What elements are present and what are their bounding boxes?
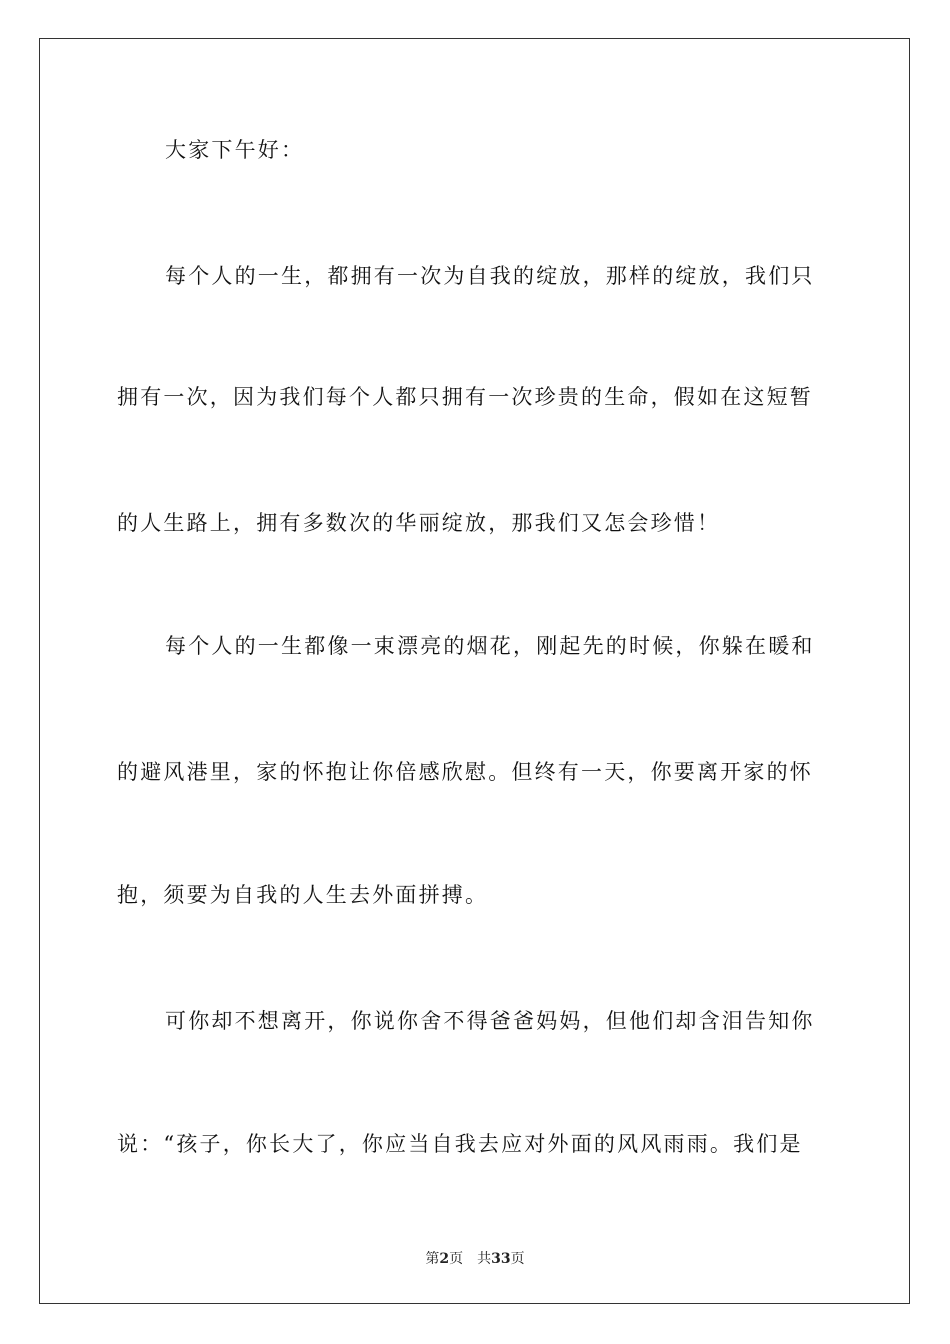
page-footer	[0, 1248, 950, 1268]
greeting-line: 大家下午好：	[165, 138, 305, 162]
paragraph-3-line-2: 说：“孩子，你长大了，你应当自我去应对外面的风风雨雨。我们是	[117, 1132, 803, 1156]
page-prefix: 第	[425, 1251, 440, 1267]
page-suffix: 页	[449, 1251, 464, 1267]
paragraph-2-line-2: 的避风港里，家的怀抱让你倍感欣慰。但终有一天，你要离开家的怀	[117, 760, 813, 784]
page-frame	[39, 38, 910, 1304]
paragraph-2-line-1: 每个人的一生都像一束漂亮的烟花，刚起先的时候，你躲在暖和	[165, 634, 815, 658]
total-prefix: 共	[477, 1251, 492, 1267]
total-pages: 33	[491, 1251, 511, 1267]
paragraph-1-line-1: 每个人的一生，都拥有一次为自我的绽放，那样的绽放，我们只	[165, 264, 815, 288]
paragraph-1-line-2: 拥有一次，因为我们每个人都只拥有一次珍贵的生命，假如在这短暂	[117, 385, 813, 409]
paragraph-1-line-3: 的人生路上，拥有多数次的华丽绽放，那我们又怎会珍惜！	[117, 511, 721, 535]
paragraph-3-line-1: 可你却不想离开，你说你舍不得爸爸妈妈，但他们却含泪告知你	[165, 1009, 815, 1033]
total-suffix: 页	[510, 1251, 525, 1267]
paragraph-2-line-3: 抱，须要为自我的人生去外面拼搏。	[117, 883, 489, 907]
page-number: 2	[439, 1251, 450, 1267]
